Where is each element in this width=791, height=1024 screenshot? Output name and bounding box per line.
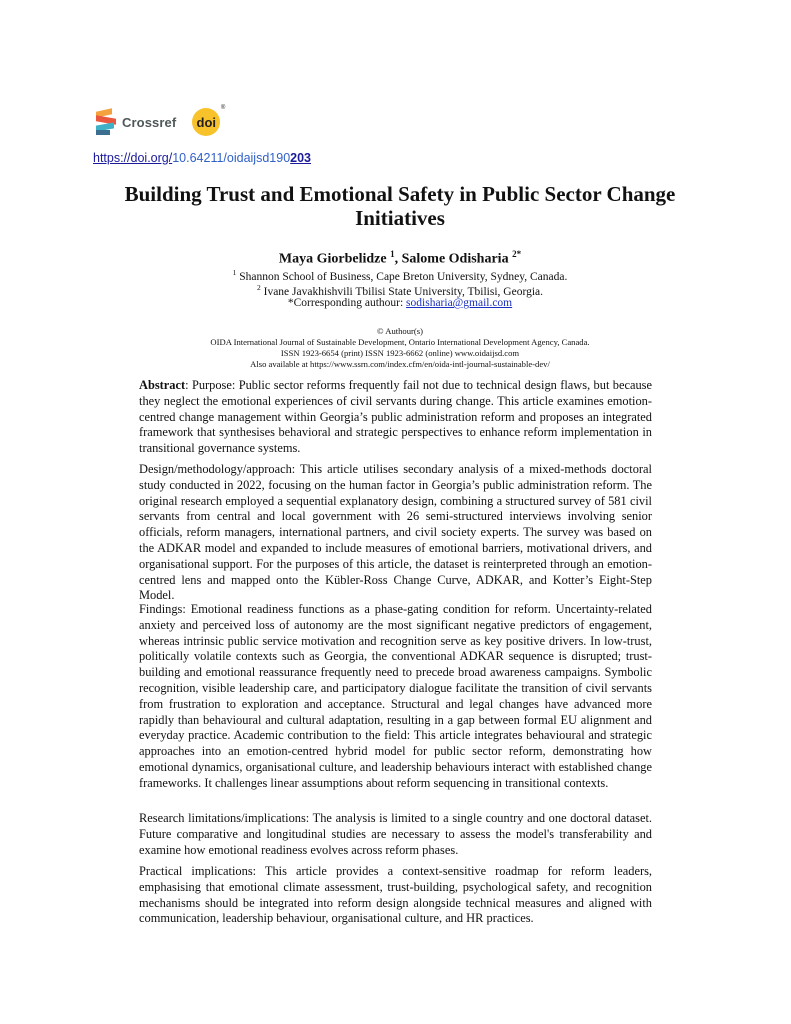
corresponding-label: *Corresponding authour: xyxy=(287,297,407,309)
registered-mark: ® xyxy=(220,105,226,111)
doi-label: doi xyxy=(196,114,217,130)
corresponding-author xyxy=(100,296,700,310)
abstract-purpose-text: : Purpose: Public sector reforms frequently fail not due to technical design flaws, but because they neglect the emotional experiences of civil servants during change. This article examines emotion-centred change management within Georgia’s public administration reform and proposes an integrated framework that synthesises behavioral and strategic perspectives to enhance reform implementation in transitional governance systems. xyxy=(139,378,652,456)
doi-link-tail: 203 xyxy=(290,151,312,165)
crossref-label: Crossref xyxy=(122,114,177,130)
abstract-practical: Practical implications: This article provides a context-sensitive roadmap for reform leaders, emphasising that emotional climate assessment, trust-building, psychological safety, and recognition mechanisms should be integrated into reform design alongside technical measures and aligned with communication, leadership behaviour, organisational culture, and HR practices. xyxy=(139,864,652,926)
abstract-purpose xyxy=(139,378,652,457)
doi-link-base: https://doi.org/ xyxy=(93,151,173,165)
affiliation-mark: 2 xyxy=(257,283,261,292)
doi-logo[interactable] xyxy=(192,105,226,136)
publisher-logos xyxy=(96,105,226,138)
availability-line: Also available at https://www.ssrn.com/index.cfm/en/oida-intl-journal-sustainable-dev/ xyxy=(250,359,550,369)
affiliation-text: Ivane Javakhishvili Tbilisi State University, Tbilisi, Georgia. xyxy=(263,285,543,298)
copyright-line: © Authour(s) xyxy=(377,326,423,336)
issn-line: ISSN 1923-6654 (print) ISSN 1923-6662 (online) www.oidaijsd.com xyxy=(280,348,520,358)
paper-title: Building Trust and Emotional Safety in Public Sector Change Initiatives xyxy=(124,182,676,230)
crossref-icon xyxy=(96,109,118,135)
doi-link[interactable] xyxy=(93,151,311,165)
affiliation-text: Shannon School of Business, Cape Breton University, Sydney, Canada. xyxy=(239,270,568,283)
journal-line: OIDA International Journal of Sustainable Development, Ontario International Development Agency, Canada. xyxy=(210,337,590,347)
author-list xyxy=(100,246,700,268)
author-affiliation-mark: 1 xyxy=(390,249,395,259)
author-affiliation-mark: 2* xyxy=(512,249,522,259)
author-separator: , xyxy=(394,251,402,267)
crossref-logo[interactable] xyxy=(96,109,176,135)
corresponding-email-link[interactable]: sodisharia@gmail.com xyxy=(406,297,513,309)
abstract-findings: Findings: Emotional readiness functions as a phase-gating condition for reform. Uncertainty-related anxiety and perceived loss of autonomy are the most significant negative predictors of engagement, whereas intrinsic public service motivation and recognition serve as key positive drivers. In low-trust, politically volatile contexts such as Georgia, the conventional ADKAR sequence is disrupted; trust-building and emotional reassurance frequently need to precede broad awareness campaigns. Symbolic recognition, visible leadership care, and participatory dialogue facilitate the transition of civil servants from frustration to exploration and acceptance. Structural and legal changes have advanced more rapidly than behavioural and cultural adaptation, resulting in a gap between formal EU alignment and everyday practice. Academic contribution to the field: This article integrates behavioural and strategic approaches into an emotion-centred hybrid model for public sector reform, demonstrating how emotional dynamics, organisational culture, and leadership behaviours interact with established change frameworks. It challenges linear assumptions about reform sequencing in transitional contexts. xyxy=(139,602,652,790)
author-name: Salome Odisharia xyxy=(401,251,509,267)
doi-link-suffix: 10.64211/oidaijsd190 xyxy=(172,151,291,165)
affiliation-mark: 1 xyxy=(232,268,237,277)
abstract-label: Abstract xyxy=(139,378,186,392)
abstract-limitations: Research limitations/implications: The analysis is limited to a single country and one doctoral dataset. Future comparative and longitudinal studies are necessary to assess the model's transferability and examine how emotional readiness evolves across reform phases. xyxy=(139,811,652,857)
abstract-design: Design/methodology/approach: This article utilises secondary analysis of a mixed-methods doctoral study conducted in 2022, focusing on the human factor in Georgia’s public administration reform. The original research employed a sequential explanatory design, combining a structured survey of 581 civil servants from central and local government with 26 semi-structured interviews involving senior officials, reform managers, international partners, and civil society experts. The survey was based on the ADKAR model and expanded to include measures of emotional barriers, motivational drivers, and organisational support. For the purposes of this article, the dataset is reinterpreted through an emotion-centred lens and mapped onto the Kübler-Ross Change Curve, ADKAR, and Kotter’s Eight-Step Model. xyxy=(139,462,652,603)
author-name: Maya Giorbelidze xyxy=(278,251,387,267)
